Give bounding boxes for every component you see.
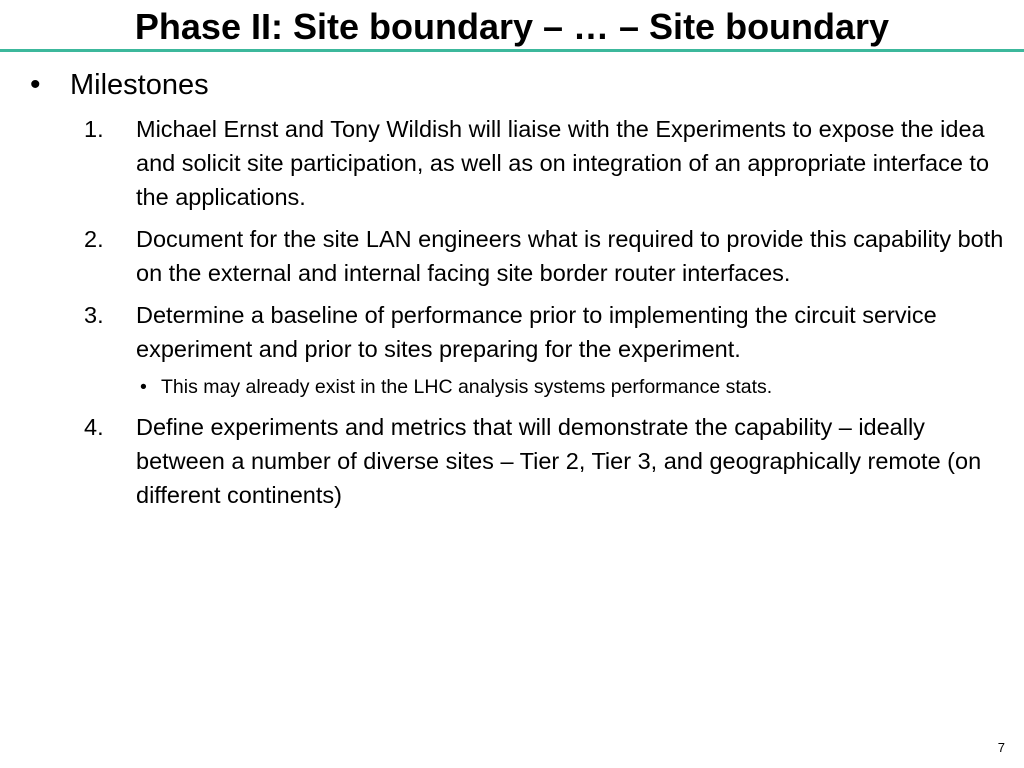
milestone-text: Michael Ernst and Tony Wildish will liaise with the Experiments to expose the idea and solicit site participation, as well as on integration of an appropriate interface to the applications. xyxy=(136,116,990,210)
milestone-item-2 xyxy=(0,222,1024,290)
page-number: 7 xyxy=(997,740,1005,755)
milestone-number: 3. xyxy=(84,302,104,328)
milestone-item-1 xyxy=(0,112,1024,214)
milestones-heading-text: Milestones xyxy=(70,69,209,101)
milestone-item-3 xyxy=(0,298,1024,366)
milestone-text: Determine a baseline of performance prior to implementing the circuit service experiment and prior to sites preparing for the experiment. xyxy=(136,302,937,362)
sub-bullet-icon: • xyxy=(140,376,147,398)
milestone-text: Define experiments and metrics that will demonstrate the capability – ideally between a number of diverse sites – Tier 2, Tier 3, and geographically remote (on different continents) xyxy=(136,414,982,508)
slide-title: Phase II: Site boundary – … – Site boundary xyxy=(134,6,890,47)
title-divider xyxy=(0,49,1024,52)
milestone-number: 1. xyxy=(84,116,104,142)
milestone-text: Document for the site LAN engineers what is required to provide this capability both on the external and internal facing site border router interfaces. xyxy=(136,226,1004,286)
milestone-item-4 xyxy=(0,410,1024,512)
milestone-number: 4. xyxy=(84,414,104,440)
milestones-heading xyxy=(0,66,1024,104)
milestone-sub-bullet xyxy=(0,372,1024,402)
milestone-number: 2. xyxy=(84,226,104,252)
bullet-icon: • xyxy=(30,68,41,101)
sub-bullet-text: This may already exist in the LHC analysis systems performance stats. xyxy=(161,376,773,398)
slide-content xyxy=(0,66,1024,512)
